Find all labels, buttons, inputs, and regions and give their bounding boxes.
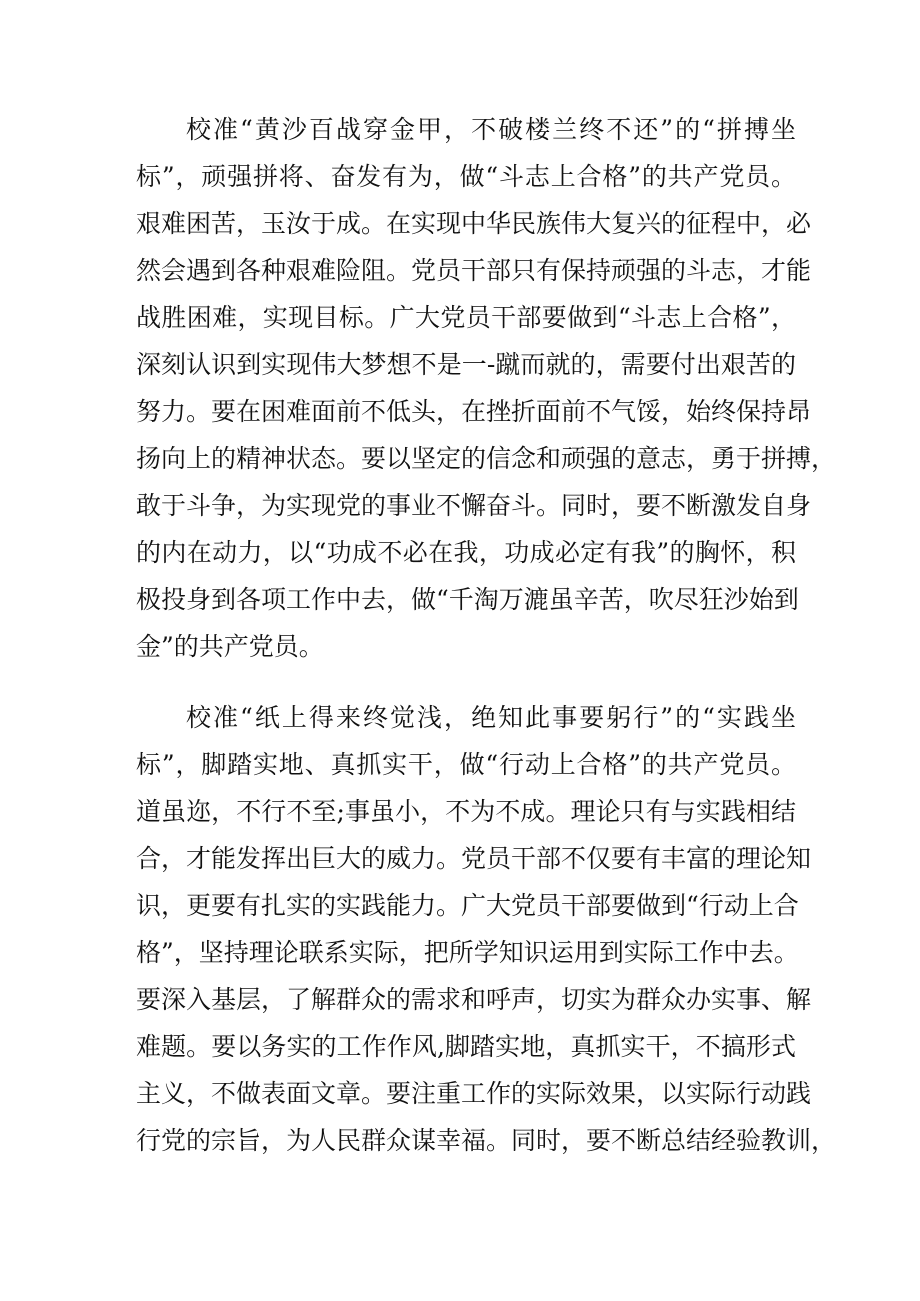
text-line: 难题。要以务实的工作作风,脚踏实地，真抓实干，不搞形式 (136, 1032, 796, 1061)
text-line: 战胜困难，实现目标。广大党员干部要做到“斗志上合格”， (136, 303, 796, 332)
text-line: 努力。要在困难面前不低头，在挫折面前不气馁，始终保持昂 (136, 397, 812, 426)
paragraph-struggle-coordinate (136, 106, 837, 670)
text-line: 行党的宗旨，为人民群众谋幸福。同时，要不断总结经验教训， (136, 1126, 837, 1155)
text-line: 标”，顽强拼将、奋发有为，做“斗志上合格”的共产党员。 (136, 162, 796, 191)
text-line: 主义，不做表面文章。要注重工作的实际效果，以实际行动践 (136, 1079, 812, 1108)
text-line: 艰难困苦，玉汝于成。在实现中华民族伟大复兴的征程中，必 (136, 209, 812, 238)
text-line: 的内在动力，以“功成不必在我，功成必定有我”的胸怀，积 (136, 538, 796, 567)
text-line: 然会遇到各种艰难险阻。党员干部只有保持顽强的斗志，才能 (136, 256, 812, 285)
text-line: 敢于斗争，为实现党的事业不懈奋斗。同时，要不断激发自身 (136, 491, 812, 520)
text-line: 道虽迩，不行不至;事虽小，不为不成。理论只有与实践相结 (136, 797, 796, 826)
text-line: 极投身到各项工作中去，做“千淘万漉虽辛苦，吹尽狂沙始到 (136, 585, 799, 614)
text-line: 标”，脚踏实地、真抓实干，做“行动上合格”的共产党员。 (136, 750, 796, 779)
text-line: 要深入基层，了解群众的需求和呼声，切实为群众办实事、解 (136, 985, 812, 1014)
text-line: 深刻认识到实现伟大梦想不是一-蹴而就的，需要付出艰苦的 (136, 350, 796, 379)
paragraph-practice-coordinate (136, 694, 837, 1164)
text-line: 金”的共产党员。 (136, 632, 324, 661)
text-line: 识，更要有扎实的实践能力。广大党员干部要做到“行动上合 (136, 891, 799, 920)
text-line: 扬向上的精神状态。要以坚定的信念和顽强的意志，勇于拼搏， (136, 444, 837, 473)
text-line: 校准“纸上得来终觉浅，绝知此事要躬行”的“实践坐 (186, 703, 796, 732)
text-line: 格”，坚持理论联系实际，把所学知识运用到实际工作中去。 (136, 938, 799, 967)
text-line: 合，才能发挥出巨大的威力。党员干部不仅要有丰富的理论知 (136, 844, 812, 873)
text-line: 校准“黄沙百战穿金甲，不破楼兰终不还”的“拼搏坐 (186, 115, 796, 144)
